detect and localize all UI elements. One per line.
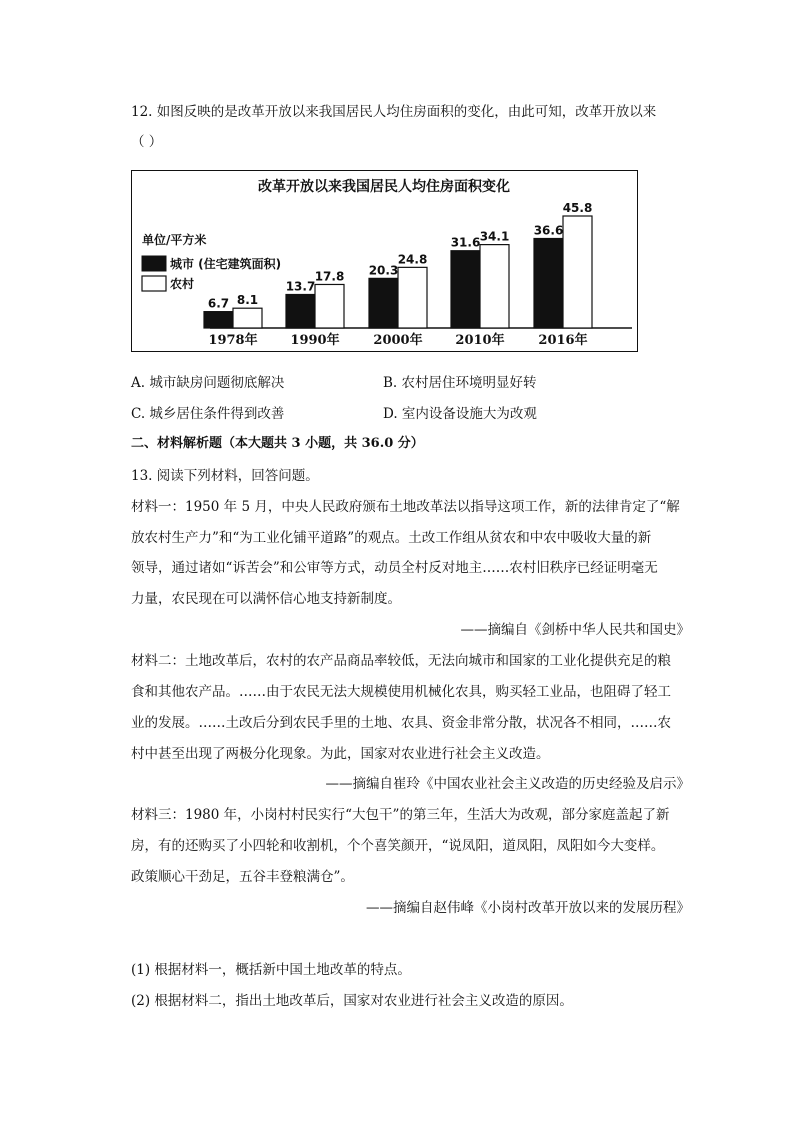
x-tick-label-3: 2010年 [455, 333, 505, 348]
bar-city-4 [534, 238, 563, 328]
q12-option-a[interactable]: A. 城市缺房问题彻底解决 [131, 375, 285, 391]
legend-swatch-rural [142, 276, 166, 291]
material-1-line-1: 材料一：1950 年 5 月，中央人民政府颁布土地改革法以指导这项工作，新的法律肯定了“解 [131, 499, 680, 515]
material-3-line-2: 房，有的还购买了小四轮和收割机，个个喜笑颜开，“说凤阳，道凤阳，凤阳如今大变样。 [131, 838, 665, 854]
bars-layer [204, 201, 632, 348]
material-1-line-4: 力量，农民现在可以满怀信心地支持新制度。 [131, 591, 401, 607]
material-2-line-1: 材料二：土地改革后，农村的农产品商品率较低，无法向城市和国家的工业化提供充足的粮 [131, 653, 671, 669]
q13-stem: 13. 阅读下列材料，回答问题。 [131, 468, 319, 484]
data-label-rural-4: 45.8 [562, 201, 593, 215]
data-label-city-2: 20.3 [368, 263, 399, 278]
legend-label-rural: 农村 [170, 277, 195, 291]
data-label-rural-0: 8.1 [236, 293, 259, 308]
section-2-heading: 二、材料解析题（本大题共 3 小题，共 36.0 分） [131, 436, 424, 451]
housing-area-chart [131, 170, 638, 352]
x-tick-label-2: 2000年 [373, 333, 423, 348]
material-3-line-1: 材料三：1980 年，小岗村村民实行“大包干”的第三年，生活大为改观，部分家庭盖起了新 [131, 807, 670, 823]
q12-stem-line2: （ ） [131, 134, 163, 150]
bar-rural-4 [563, 216, 592, 328]
material-1-line-3: 领导，通过诸如“诉苦会”和公审等方式，动员全村反对地主……农村旧秩序已经证明毫无 [131, 560, 658, 576]
bar-rural-3 [480, 245, 509, 328]
data-label-rural-3: 34.1 [479, 229, 510, 244]
bar-city-1 [286, 294, 315, 328]
q12-option-d[interactable]: D. 室内设备设施大为改观 [383, 406, 537, 422]
legend-swatch-city [142, 256, 166, 271]
chart-unit-label: 单位/平方米 [142, 233, 207, 247]
material-2-line-4: 村中甚至出现了两极分化现象。为此，国家对农业进行社会主义改造。 [131, 746, 550, 762]
q12-stem-line1: 12. 如图反映的是改革开放以来我国居民人均住房面积的变化，由此可知，改革开放以来 [131, 104, 657, 120]
data-label-city-1: 13.7 [285, 279, 316, 294]
bar-city-2 [369, 278, 398, 328]
material-3-source: ——摘编自赵伟峰《小岗村改革开放以来的发展历程》 [366, 900, 690, 916]
bar-city-3 [451, 251, 480, 328]
x-tick-label-0: 1978年 [208, 333, 258, 348]
data-label-city-0: 6.7 [207, 296, 230, 311]
q12-option-c[interactable]: C. 城乡居住条件得到改善 [131, 406, 285, 422]
legend-label-city: 城市 (住宅建筑面积) [170, 257, 282, 271]
bar-city-0 [204, 312, 233, 328]
q13-subquestion-1: (1) 根据材料一，概括新中国土地改革的特点。 [131, 962, 411, 978]
material-2-line-2: 食和其他农产品。……由于农民无法大规模使用机械化农具，购买轻工业品，也阻碍了轻工 [131, 684, 671, 700]
chart-canvas [132, 171, 637, 351]
material-1-line-2: 放农村生产力”和“为工业化铺平道路”的观点。土改工作组从贫农和中农中吸收大量的新 [131, 530, 652, 546]
q12-option-b[interactable]: B. 农村居住环境明显好转 [383, 375, 537, 391]
material-2-line-3: 业的发展。……土改后分到农民手里的土地、农具、资金非常分散，状况各不相同，……农 [131, 715, 671, 731]
data-label-city-4: 36.6 [533, 223, 564, 238]
bar-rural-1 [315, 284, 344, 328]
q13-subquestion-2: (2) 根据材料二，指出土地改革后，国家对农业进行社会主义改造的原因。 [131, 993, 573, 1009]
material-3-line-3: 政策顺心干劲足，五谷丰登粮满仓”。 [131, 869, 354, 885]
data-label-rural-2: 24.8 [397, 252, 428, 267]
material-2-source: ——摘编自崔玲《中国农业社会主义改造的历史经验及启示》 [325, 776, 690, 792]
bar-rural-0 [233, 308, 262, 328]
material-1-source: ——摘编自《剑桥中华人民共和国史》 [460, 622, 690, 638]
chart-title: 改革开放以来我国居民人均住房面积变化 [258, 179, 510, 195]
data-label-city-3: 31.6 [450, 235, 481, 250]
x-tick-label-4: 2016年 [538, 333, 588, 348]
x-tick-label-1: 1990年 [290, 333, 340, 348]
data-label-rural-1: 17.8 [314, 269, 345, 284]
bar-rural-2 [398, 267, 427, 328]
